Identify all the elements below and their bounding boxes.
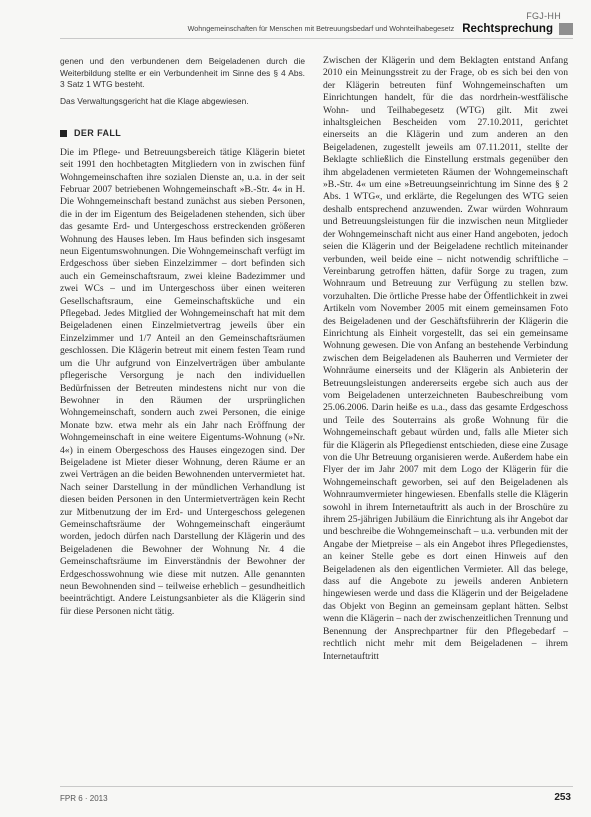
section-heading [60, 127, 305, 139]
section-heading-label: DER FALL [74, 128, 122, 139]
header-section-title: Rechtsprechung [462, 22, 553, 35]
left-column [60, 56, 305, 618]
body-paragraph: Die im Pflege- und Betreuungsbereich tätige Klägerin bietet seit 1991 den hochbetagten Mitgliedern von in zwischen fünf Wohngemeinschaften ihre sozialen Dienste an, u.a. in der seit Februar 2007 betriebenen Wohngemeinschaft »B.-Str. 4« in H. Die Wohngemeinschaft bestand zunächst aus sieben Personen, die in der im Eigentum des Beigeladenen stehenden, sich über das gesamte Erd- und Untergeschoss erstreckenden größeren Wohnung des Hauses leben. Im Haus befinden sich insgesamt neun Eigentumswohnungen. Die Wohngemeinschaft verfügt im Erdgeschoss über sieben Einzelzimmer – dort befinden sich auch ein Gemeinschaftsraum, zwei kleine Badezimmer und zwei WCs – und im Untergeschoss über einen weiteren Gesellschaftsraum, eine Gemeinschaftsküche und ein Pflegebad. Jedes Mitglied der Wohngemeinschaft hat mit dem Beigeladenen einen Einzelmietvertrag jeweils über ein Einzelzimmer und 1/7 Anteil an den Gemeinschaftsräumen geschlossen. Die Klägerin betreut mit einem festen Team rund um die Uhr aufgrund von Einzelverträgen über ambulante pflegerische Versorgung je nach den individuellen Bedürfnissen der Betreuten mindestens nicht nur von die Bewohner in den Räumen der ursprünglichen Wohngemeinschaft, sondern auch zwei Personen, die einige Monate bzw. etwa mehr als ein Jahr nach Eröffnung der Wohngemeinschaft in eine weitere Eigentums-Wohnung (»Nr. 4«) in einem Obergeschoss des Hauses eingezogen sind. Der Beigeladene ist Mieter dieser Wohnung, deren Räume er an zwei Verträgen an die beiden Bewohnenden untervermietet hat. Nach seiner Darstellung in der mündlichen Verhandlung ist diesen beiden Personen in den Untermietverträgen kein Recht zur Mitbenutzung der im Erd- und Untergeschoss gelegenen Gemeinschaftsräume der Wohngemeinschaft eingeräumt worden, jedoch dürfen nach Darstellung der Klägerin und des Beigeladenen die Bewohner der Wohnung Nr. 4 die Gemeinschaftsräume im Einverständnis der Bewohner der Erdgeschosswohnung wie diese mit nutzen. Alle genannten neun Bewohnenden sind – teilweise erheblich – gesundheitlich beeinträchtigt. Andere Leistungsanbieter als die Klägerin sind für diese Personen nicht tätig. [60, 146, 305, 617]
header-rule [60, 38, 573, 39]
header-marker [559, 23, 573, 35]
header-bar [60, 21, 573, 36]
page-number: 253 [554, 792, 571, 803]
page-header [0, 0, 591, 44]
footer-journal: FPR 6 · 2013 [60, 794, 108, 803]
leitsatz-text: genen und den verbundenen dem Beigeladenen durch die Weiterbildung stellte er ein Verbundenheit im Sinne des § 4 Abs. 3 Satz 1 WTG besteht. [60, 56, 305, 90]
footer-rule [60, 786, 573, 787]
header-subtitle: Wohngemeinschaften für Menschen mit Betreuungsbedarf und Wohnteilhabegesetz [187, 24, 455, 33]
journal-brand: FGJ-HH [526, 11, 561, 21]
square-bullet-icon [60, 130, 67, 137]
right-column [323, 55, 568, 663]
leitsatz-ruling: Das Verwaltungsgericht hat die Klage abgewiesen. [60, 95, 249, 106]
body-paragraph: Zwischen der Klägerin und dem Beklagten entstand Anfang 2010 ein Meinungsstreit zu der Frage, ob es sich bei den von der Klägerin betreuten fünf Wohngemeinschaften um Einrichtungen handelt, für die das nordrhein-westfälische Wohn- und Teilhabegesetz (WTG) gilt. Mit zwei inhaltsgleichen Bescheiden vom 27.10.2011, gerichtet einerseits an die Klägerin und zum anderen an den Beigeladenen, zugestellt jeweils am 07.11.2011, stellte der Beklagte schließlich die Einstellung erstmals gegenüber den ihm abgeladenen vermieteten Räumen der Wohngemeinschaft »B.-Str. 4« um eine »Betreuungseinrichtung im Sinne des § 2 Abs. 1 WTG«, und erklärte, die Regelungen des WTG seien deshalb entsprechend anzuwenden. Zwar würden Wohnraum und Betreuungsleistungen für die inzwischen neun Mitglieder der Wohngemeinschaft nicht aus einer Hand angeboten, jedoch seien die Klägerin und der Beigeladene rechtlich miteinander verbunden, weil beide eine – nicht notwendig schriftliche – Vereinbarung getroffen hätten, dafür Sorge zu tragen, zum Wohnraum und Betreuung zur Verfügung zu stellen bzw. vorzuhalten. Die örtliche Presse habe der Öffentlichkeit in zwei Artikeln vom November 2005 mit einem gemeinsamen Foto des Beigeladenen und der Geschäftsführerin der Klägerin die Einrichtung als Einheit vorgestellt, das sei ein gemeinsame Wohnung gewesen. Die von Anfang an bestehende Verbindung zwischen dem Beigeladenen als Bauherren und Vermieter der Wohnräume einerseits und der Klägerin als Anbieterin der Betreuungsleistungen andererseits ergebe sich auch aus der vom Beigeladenen unterzeichneten Baubeschreibung vom 25.06.2006. Darin heiße es u.a., dass das gesamte Erdgeschoss und Teile des Souterrains als große Wohnung für die Wohngemeinschaft gebaut würden und, falls alle Mieter sich für die Klägerin als Pflegedienst entschieden, diese eine Zusage von die Uhr Betreuung organisieren werde. Außerdem habe ein Flyer der im Jahr 2007 mit dem Logo der Klägerin für die Wohngemeinschaft geworben, sei auf den Beigeladenen als Wohnraumvermieter hingewiesen. Ebenfalls stelle die Klägerin sowohl in ihrem Internetauftritt als auch in der Broschüre zu ihrem 25-jährigen Jubiläum die Einrichtung als ihr Angebot dar und beschreibe die Wohngemeinschaft – u.a. verbunden mit der Angabe der Mietpreise – als ein Angebot ihres Pflegedienstes, an keiner Stelle gebe es dort einen Hinweis auf den Beigeladenen als den eigentlichen Vermieter. All das belege, dass auf die Angebote zu jeweils anderen Anbietern hingewiesen werde und dass die Klägerin und der Beigeladene das Objekt von Beginn an gemeinsam geplant hätten. Selbst wenn die Klägerin – nach der zwischenzeitlichen Trennung und Benennung der Ansprechpartner für den Pflegebedarf – rechtlich nicht mehr mit dem Beigeladenen – ihrem Internetauftritt [323, 55, 568, 662]
